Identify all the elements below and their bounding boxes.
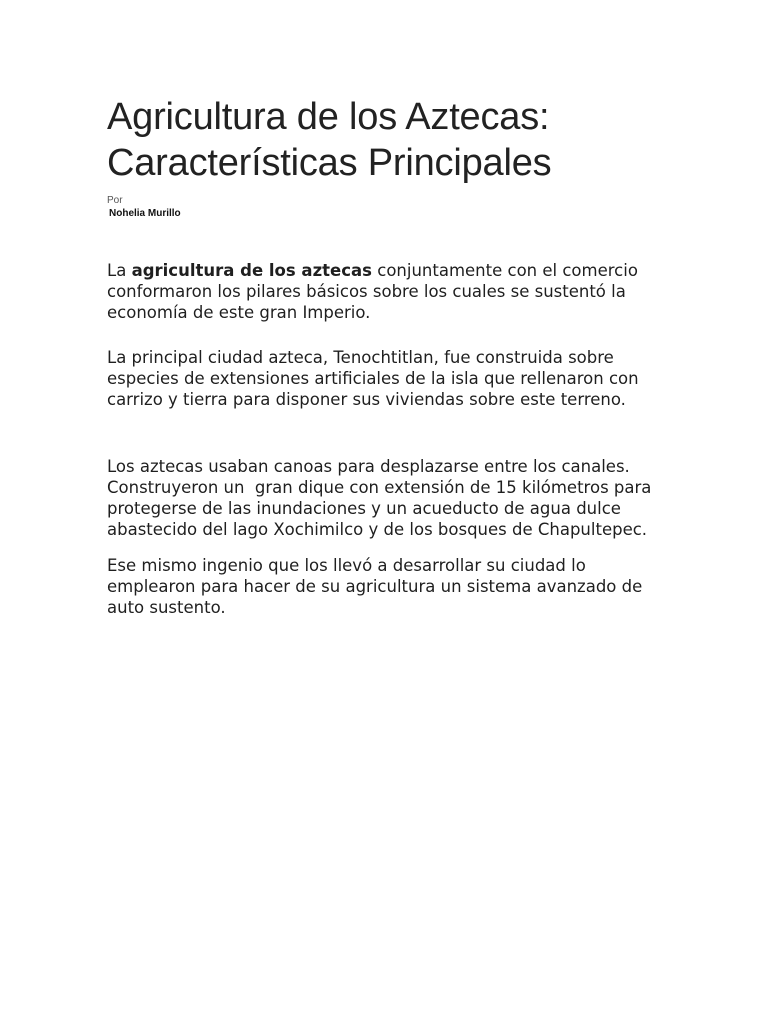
paragraph-1-rest: conjuntamente con el comercio conformaron los pilares básicos sobre los cuales se sustentó la economía de este gran Imperio.: [107, 261, 638, 322]
paragraph-2: La principal ciudad azteca, Tenochtitlan, fue construida sobre especies de extensiones artificiales de la isla que rellenaron con carrizo y tierra para disponer sus viviendas sobre este terreno.: [107, 348, 639, 409]
paragraph-1-lead: La: [107, 261, 132, 280]
author-name: Nohelia Murillo: [109, 208, 181, 219]
paragraph-3: Los aztecas usaban canoas para desplazarse entre los canales. Construyeron un gran dique con extensión de 15 kilómetros para protegerse de las inundaciones y un acueducto de agua dulce abastecido del lago Xochimilco y de los bosques de Chapultepec.: [107, 457, 657, 539]
paragraph-4: Ese mismo ingenio que los llevó a desarrollar su ciudad lo emplearon para hacer de su agricultura un sistema avanzado de auto sustento.: [107, 556, 643, 617]
byline-label: Por: [107, 195, 123, 206]
paragraph-1: [107, 260, 667, 323]
paragraph-1-bold: agricultura de los aztecas: [131, 261, 372, 280]
article-title: Agricultura de los Aztecas: Características Principales: [107, 96, 552, 184]
